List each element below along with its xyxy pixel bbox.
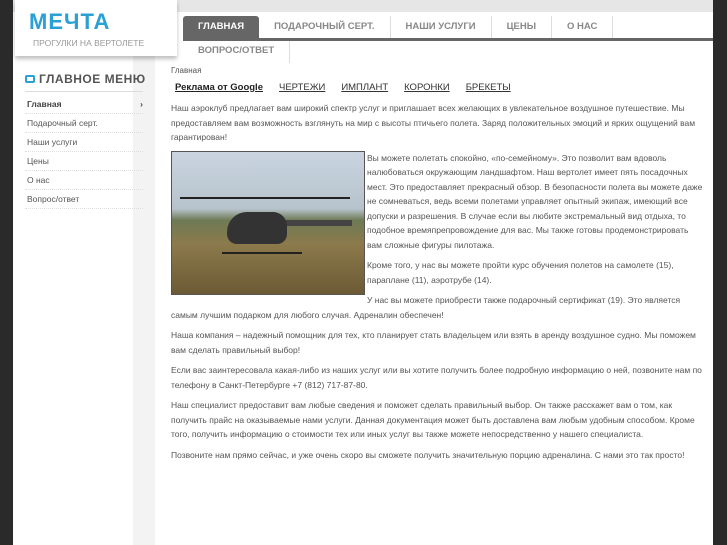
chevron-right-icon: › (140, 99, 143, 109)
paragraph: У нас вы можете приобрести также подарочный сертификат (19). Это является самым лучшим подарком для любого случая. Адреналин обеспечен! (171, 295, 681, 320)
sidebar-item-prices[interactable] (25, 152, 143, 171)
ad-links (171, 81, 703, 96)
paragraph: Позвоните нам прямо сейчас, и уже очень скоро вы сможете получить значительную порцию адреналина. С нами это так просто! (171, 449, 685, 460)
sidebar-item-gift-cert[interactable] (25, 114, 143, 133)
logo[interactable] (15, 0, 177, 56)
paragraph: Наш специалист предоставит вам любые сведения и поможет сделать правильный выбор. Он также расскажет вам о том, как получить прайс на оказываемые нами услуги. Данная документация может быть доставлена вам любым удобным способом. Кроме того, получить информацию о стоимости тех или иных услуг вы также можете непосредственно у нашего специалиста. (171, 400, 695, 439)
sidebar-item-label: О нас (27, 175, 50, 185)
chat-bubble-icon (25, 75, 35, 83)
breadcrumb: Главная (171, 66, 202, 75)
sidebar-menu (25, 95, 143, 209)
ad-link[interactable]: КОРОНКИ (404, 81, 450, 93)
sidebar-item-faq[interactable] (25, 190, 143, 209)
sidebar-title (25, 72, 146, 86)
nav-faq[interactable]: ВОПРОС/ОТВЕТ (183, 41, 290, 63)
sidebar-item-label: Подарочный серт. (27, 118, 98, 128)
helicopter-image (171, 151, 365, 295)
sidebar-item-services[interactable] (25, 133, 143, 152)
google-ads-link[interactable]: Реклама от Google (175, 81, 263, 93)
divider (25, 91, 143, 92)
sidebar-item-label: Вопрос/ответ (27, 194, 80, 204)
sidebar-title-text: ГЛАВНОЕ МЕНЮ (39, 72, 146, 86)
logo-subtitle: ПРОГУЛКИ НА ВЕРТОЛЕТЕ (33, 38, 145, 48)
sidebar-item-about[interactable] (25, 171, 143, 190)
paragraph: Наш аэроклуб предлагает вам широкий спектр услуг и приглашает всех желающих в увлекательное воздушное путешествие. Мы предоставляем вам возможность взглянуть на мир с высоты птичьего полета. Заряд положительных эмоций и ярких ощущений вам гарантирован! (171, 103, 696, 142)
paragraph: Наша компания – надежный помощник для тех, кто планирует стать владельцем или взять в аренду воздушное судно. Мы поможем вам сделать правильный выбор! (171, 330, 696, 355)
nav-home[interactable]: ГЛАВНАЯ (183, 16, 259, 38)
paragraph: Если вас заинтересовала какая-либо из наших услуг или вы хотите получить более подробную информацию о ней, позвоните нам по телефону в Санкт-Петербурге +7 (812) 717-87-80. (171, 365, 702, 390)
nav-services[interactable]: НАШИ УСЛУГИ (391, 16, 492, 38)
main-nav (183, 16, 713, 63)
ad-link[interactable]: БРЕКЕТЫ (465, 81, 511, 93)
page (13, 0, 713, 545)
sidebar-item-label: Цены (27, 156, 49, 166)
main-content (171, 64, 703, 462)
nav-prices[interactable]: ЦЕНЫ (492, 16, 552, 38)
sidebar-item-home[interactable] (25, 95, 143, 114)
ad-link[interactable]: ИМПЛАНТ (341, 81, 389, 93)
sidebar-item-label: Главная (27, 99, 62, 109)
paragraph: Вы можете полетать спокойно, «по-семейному». Это позволит вам вдоволь налюбоваться окружающим ландшафтом. Наш вертолет имеет пять посадочных мест. Это предоставляет прекрасный обзор. В безопасности полета вы можете даже не сомневаться, ведь всеми полетами управляет опытный экипаж, имеющий все допуски и разрешения. В случае если вы любите экстремальный вид отдыха, то подобное времяпрепровождение для вас. Мы также готовы продемонстрировать вам сложные фигуры пилотажа. (367, 152, 703, 250)
ad-link[interactable]: ЧЕРТЕЖИ (278, 81, 326, 93)
sidebar-item-label: Наши услуги (27, 137, 78, 147)
nav-gift-cert[interactable]: ПОДАРОЧНЫЙ СЕРТ. (259, 16, 390, 38)
paragraph: Кроме того, у нас вы можете пройти курс обучения полетов на самолете (15), параплане (11), аэротрубе (14). (367, 260, 674, 285)
nav-about[interactable]: О НАС (552, 16, 613, 38)
logo-title: МЕЧТА (29, 9, 111, 34)
